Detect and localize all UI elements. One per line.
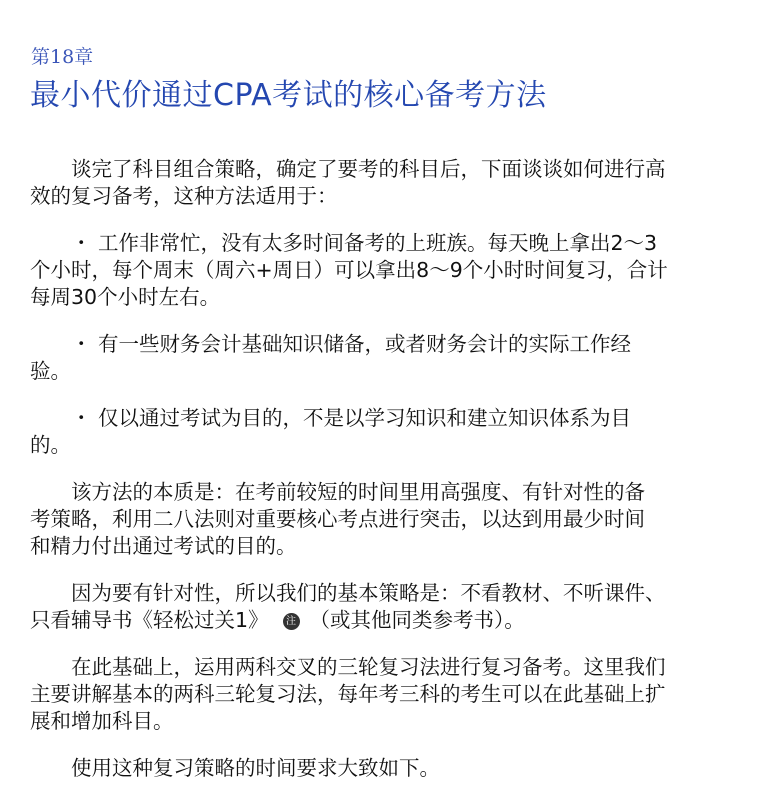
text-line: 每周30个小时左右。 [30,285,221,309]
text-line: 效的复习备考，这种方法适用于： [30,184,338,208]
text-line: 验。 [30,359,71,383]
text-line: 展和增加科目。 [30,709,174,733]
bullet-item [30,331,750,385]
text-segment: 只看辅导书《轻松过关1》 [30,608,269,632]
paragraph [30,479,750,560]
text-line: 使用这种复习策略的时间要求大致如下。 [30,756,440,780]
text-line: 主要讲解基本的两科三轮复习法，每年考三科的考生可以在此基础上扩 [30,682,666,706]
bullet-item [30,405,750,459]
text-line: 考策略，利用二八法则对重要核心考点进行突击，以达到用最少时间 [30,507,645,531]
text-line: ・ 工作非常忙，没有太多时间备考的上班族。每天晚上拿出2～3 [30,231,658,255]
text-line: ・ 有一些财务会计基础知识储备，或者财务会计的实际工作经 [30,332,632,356]
footnote-icon[interactable]: 注 [283,613,300,630]
text-segment: （或其他同类参考书）。 [309,608,525,632]
paragraph [30,156,750,210]
paragraph [30,654,750,735]
paragraph [30,580,750,634]
paragraph [30,755,750,782]
chapter-label: 第18章 [31,46,94,68]
text-line: 的。 [30,433,71,457]
bullet-item [30,230,750,311]
chapter-title: 最小代价通过CPA考试的核心备考方法 [30,78,547,113]
text-line: 因为要有针对性，所以我们的基本策略是：不看教材、不听课件、 [30,581,666,605]
text-line: ・ 仅以通过考试为目的，不是以学习知识和建立知识体系为目 [30,406,632,430]
text-line: 个小时，每个周末（周六+周日）可以拿出8～9个小时时间复习，合计 [30,258,668,282]
text-line: 该方法的本质是：在考前较短的时间里用高强度、有针对性的备 [30,480,645,504]
body-text [30,156,750,802]
text-line: 谈完了科目组合策略，确定了要考的科目后，下面谈谈如何进行高 [30,157,666,181]
text-line: 和精力付出通过考试的目的。 [30,534,297,558]
text-line: 在此基础上，运用两科交叉的三轮复习法进行复习备考。这里我们 [30,655,666,679]
text-line [30,607,750,634]
